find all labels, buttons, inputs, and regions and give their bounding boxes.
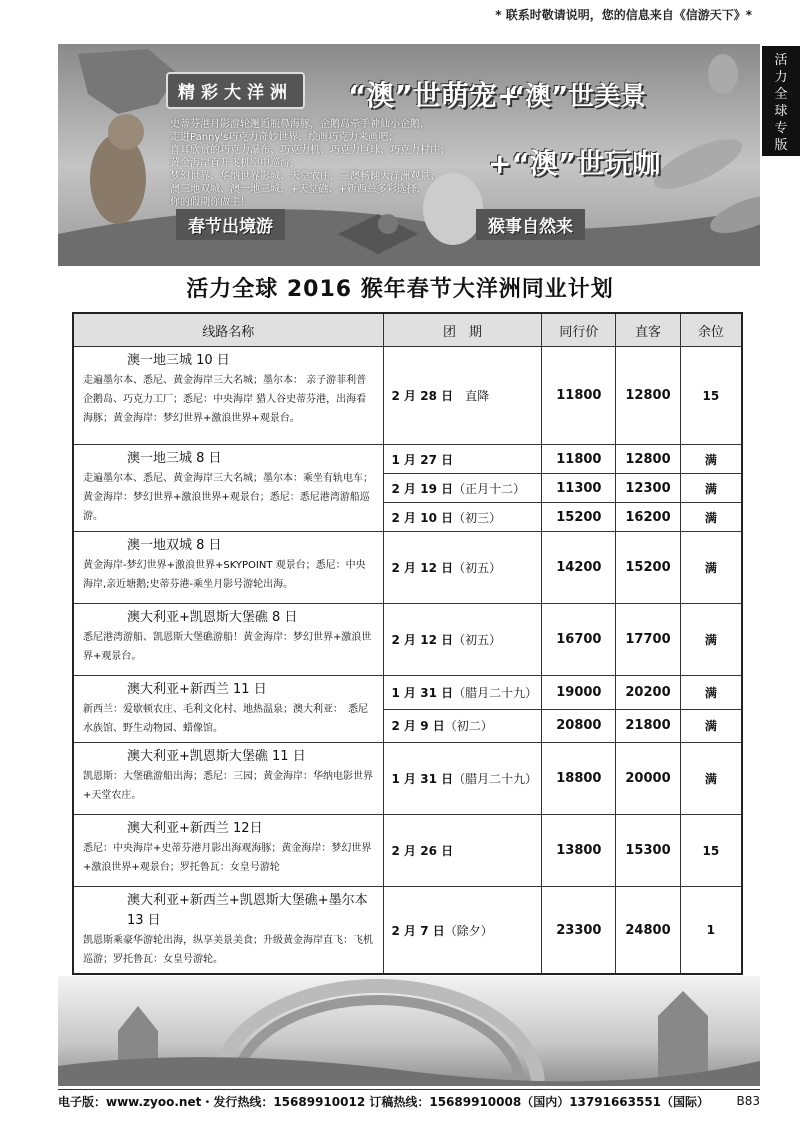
departure-date-cell [383,743,542,815]
seats-left: 满 [680,503,742,532]
route-info-cell [73,604,383,676]
departure-date-cell [383,503,542,532]
table-row [73,676,742,710]
departure-date-cell [383,676,542,710]
route-name: 澳大利亚+凯恩斯大堡礁 11 日 [127,749,306,764]
australia-map-icon [78,49,178,114]
departure-date: 2 月 9 日 [391,719,445,734]
route-name: 澳大利亚+新西兰 12日 [127,821,263,836]
departure-note: （腊月二十九） [453,772,538,786]
route-name: 澳一地双城 8 日 [127,538,222,553]
source-note: * 联系时敬请说明，您的信息来自《信游天下》* [495,8,752,22]
departure-date-cell [383,474,542,503]
side-tab-char: 球 [774,104,788,119]
banner-line: 黄金海岸直升飞机空中巡游， [170,158,300,169]
departure-date-cell [383,709,542,743]
route-description: 走遍墨尔本、悉尼、黄金海岸三大名城；墨尔本：乘坐有轨电车；黄金海岸：梦幻世界+激浪世界+观景台；悉尼：悉尼港湾游船巡游。 [83,473,373,522]
departure-note: （初五） [453,561,502,575]
departure-date: 2 月 12 日 [391,633,454,647]
route-info-cell [73,815,383,887]
col-header-date: 团 期 [383,313,542,347]
retail-price: 20200 [616,676,680,710]
table-row [73,743,742,815]
banner-line: 走进Panny's巧克力奇妙世界，绘画巧克力来画吧； [170,132,399,143]
dolphin-icon [648,129,749,199]
col-header-peer-price: 同行价 [542,313,616,347]
side-tab-char: 力 [774,70,788,85]
peer-price: 19000 [542,676,616,710]
route-info-cell [73,743,383,815]
departure-note: （初二） [444,719,493,734]
departure-date: 1 月 31 日 [391,685,454,700]
section-side-tab [762,46,800,156]
seats-left: 15 [680,347,742,445]
route-name: 澳一地三城 8 日 [127,451,222,466]
departure-date-cell [383,445,542,474]
route-name: 澳大利亚+新西兰+凯恩斯大堡礁+墨尔本 13 日 [127,893,368,928]
banner-description [170,118,450,209]
peer-price: 23300 [542,887,616,975]
departure-date-cell [383,347,542,445]
route-info-cell [73,887,383,975]
table-row [73,532,742,604]
route-info-cell [73,347,383,445]
departure-note: （初三） [453,510,502,525]
bottom-illustration [58,976,760,1086]
peer-price: 15200 [542,503,616,532]
ribbon-right: 猴事自然来 [476,209,585,240]
page-number: B83 [736,1094,760,1108]
peer-price: 14200 [542,532,616,604]
peer-price: 16700 [542,604,616,676]
departure-date: 2 月 19 日 [391,481,454,496]
seats-left: 满 [680,604,742,676]
footer [58,1089,760,1110]
banner-line: 你的假期你做主！ [170,197,250,208]
table-row [73,347,742,445]
route-description: 新西兰：爱歇顿农庄、毛利文化村、地热温泉；澳大利亚： 悉尼水族馆、野生动物园、蜡像馆。 [83,704,368,734]
balloon-icon [708,54,738,94]
route-description: 黄金海岸-梦幻世界+激浪世界+SKYPOINT 观景台；悉尼：中央海岸,亲近塘鹅;史蒂芬港-乘坐月影号游轮出海。 [83,560,366,590]
route-description: 凯恩斯：大堡礁游船出海；悉尼：三园；黄金海岸：华纳电影世界+天堂农庄。 [83,771,373,801]
peer-price: 13800 [542,815,616,887]
col-header-route: 线路名称 [73,313,383,347]
side-tab-char: 活 [774,53,788,68]
table-row [73,887,742,975]
promo-banner [58,44,760,266]
table-row [73,445,742,474]
departure-date: 2 月 28 日 [391,389,454,403]
retail-price: 12300 [616,474,680,503]
footer-contact: 电子版：www.zyoo.net・发行热线：15689910012 订稿热线：15689910008（国内）13791663551（国际） [58,1095,710,1109]
seats-left: 满 [680,743,742,815]
seats-left: 1 [680,887,742,975]
seats-left: 满 [680,474,742,503]
banner-line: 史蒂芬港月影游轮邂逅瓶鼻海豚，企鹅岛牵手神仙小企鹅， [170,119,430,130]
route-description: 悉尼港湾游船、凯恩斯大堡礁游船！黄金海岸：梦幻世界+激浪世界+观景台。 [83,632,372,662]
banner-line: 澳三地双城、澳一地三城，+天堂礁、+新西兰多彩选择， [170,184,427,195]
banner-slogan: +“澳”世玩咖 [488,147,661,180]
seats-left: 满 [680,445,742,474]
retail-price: 15200 [616,532,680,604]
seats-left: 满 [680,709,742,743]
route-description: 凯恩斯乘豪华游轮出海，纵享美景美食；升级黄金海岸直飞：飞机巡游；罗托鲁瓦：女皇号游轮。 [83,935,373,965]
route-table [72,312,743,975]
departure-date: 2 月 12 日 [391,561,454,575]
departure-date: 2 月 7 日 [391,923,445,938]
route-name: 澳大利亚+凯恩斯大堡礁 8 日 [127,610,298,625]
route-description: 走遍墨尔本、悉尼、黄金海岸三大名城；墨尔本： 亲子游菲利普企鹅岛、巧克力工厂；悉尼：中央海岸 猎人谷史蒂芬港，出海看海豚；黄金海岸：梦幻世界+激浪世界+观景台。 [83,375,367,424]
route-info-cell [73,532,383,604]
route-name: 澳大利亚+新西兰 11 日 [127,682,267,697]
seats-left: 满 [680,676,742,710]
rainbow-castle-illustration [58,976,760,1086]
departure-date-cell [383,604,542,676]
col-header-seats: 余位 [680,313,742,347]
seats-left: 15 [680,815,742,887]
side-tab-char: 专 [774,121,788,136]
peer-price: 18800 [542,743,616,815]
retail-price: 16200 [616,503,680,532]
retail-price: 12800 [616,445,680,474]
departure-note: （正月十二） [453,481,526,496]
departure-note: （除夕） [444,923,493,938]
departure-date-cell [383,887,542,975]
departure-date: 2 月 10 日 [391,510,454,525]
departure-note: （腊月二十九） [453,685,538,700]
retail-price: 20000 [616,743,680,815]
col-header-retail-price: 直客 [616,313,680,347]
peer-price: 20800 [542,709,616,743]
peer-price: 11800 [542,347,616,445]
peer-price: 11300 [542,474,616,503]
retail-price: 12800 [616,347,680,445]
retail-price: 21800 [616,709,680,743]
banner-badge: 精彩大洋洲 [166,72,305,109]
departure-date-cell [383,532,542,604]
retail-price: 17700 [616,604,680,676]
departure-date: 2 月 26 日 [391,844,454,858]
departure-date: 1 月 27 日 [391,452,454,467]
retail-price: 24800 [616,887,680,975]
page-title: 活力全球 2016 猴年春节大洋洲同业计划 [186,277,614,302]
side-tab-char: 版 [774,138,788,153]
table-header-row [73,313,742,347]
table-row [73,815,742,887]
peer-price: 11800 [542,445,616,474]
departure-note: 直降 [453,389,490,403]
route-info-cell [73,676,383,743]
route-info-cell [73,445,383,532]
retail-price: 15300 [616,815,680,887]
banner-slogan: “澳”世萌宠+ [348,79,521,112]
side-tab-char: 全 [774,87,788,102]
banner-line: 喜耳欣赏的巧克力瀑布、巧克力机、巧克力巨球、巧克力村庄； [170,145,450,156]
seats-left: 满 [680,532,742,604]
banner-line: 梦幻世界、华纳世界影城、天堂农庄，三澳畅翻大洋洲观景； [170,171,440,182]
route-description: 悉尼：中央海岸+史蒂芬港月影出海观海豚；黄金海岸：梦幻世界+激浪世界+观景台；罗托鲁瓦：女皇号游轮 [83,843,372,873]
banner-slogan: “澳”世美景 [508,82,647,112]
route-name: 澳一地三城 10 日 [127,353,230,368]
ribbon-left: 春节出境游 [176,209,285,240]
table-row [73,604,742,676]
departure-note: （初五） [453,633,502,647]
departure-date-cell [383,815,542,887]
departure-date: 1 月 31 日 [391,772,454,786]
